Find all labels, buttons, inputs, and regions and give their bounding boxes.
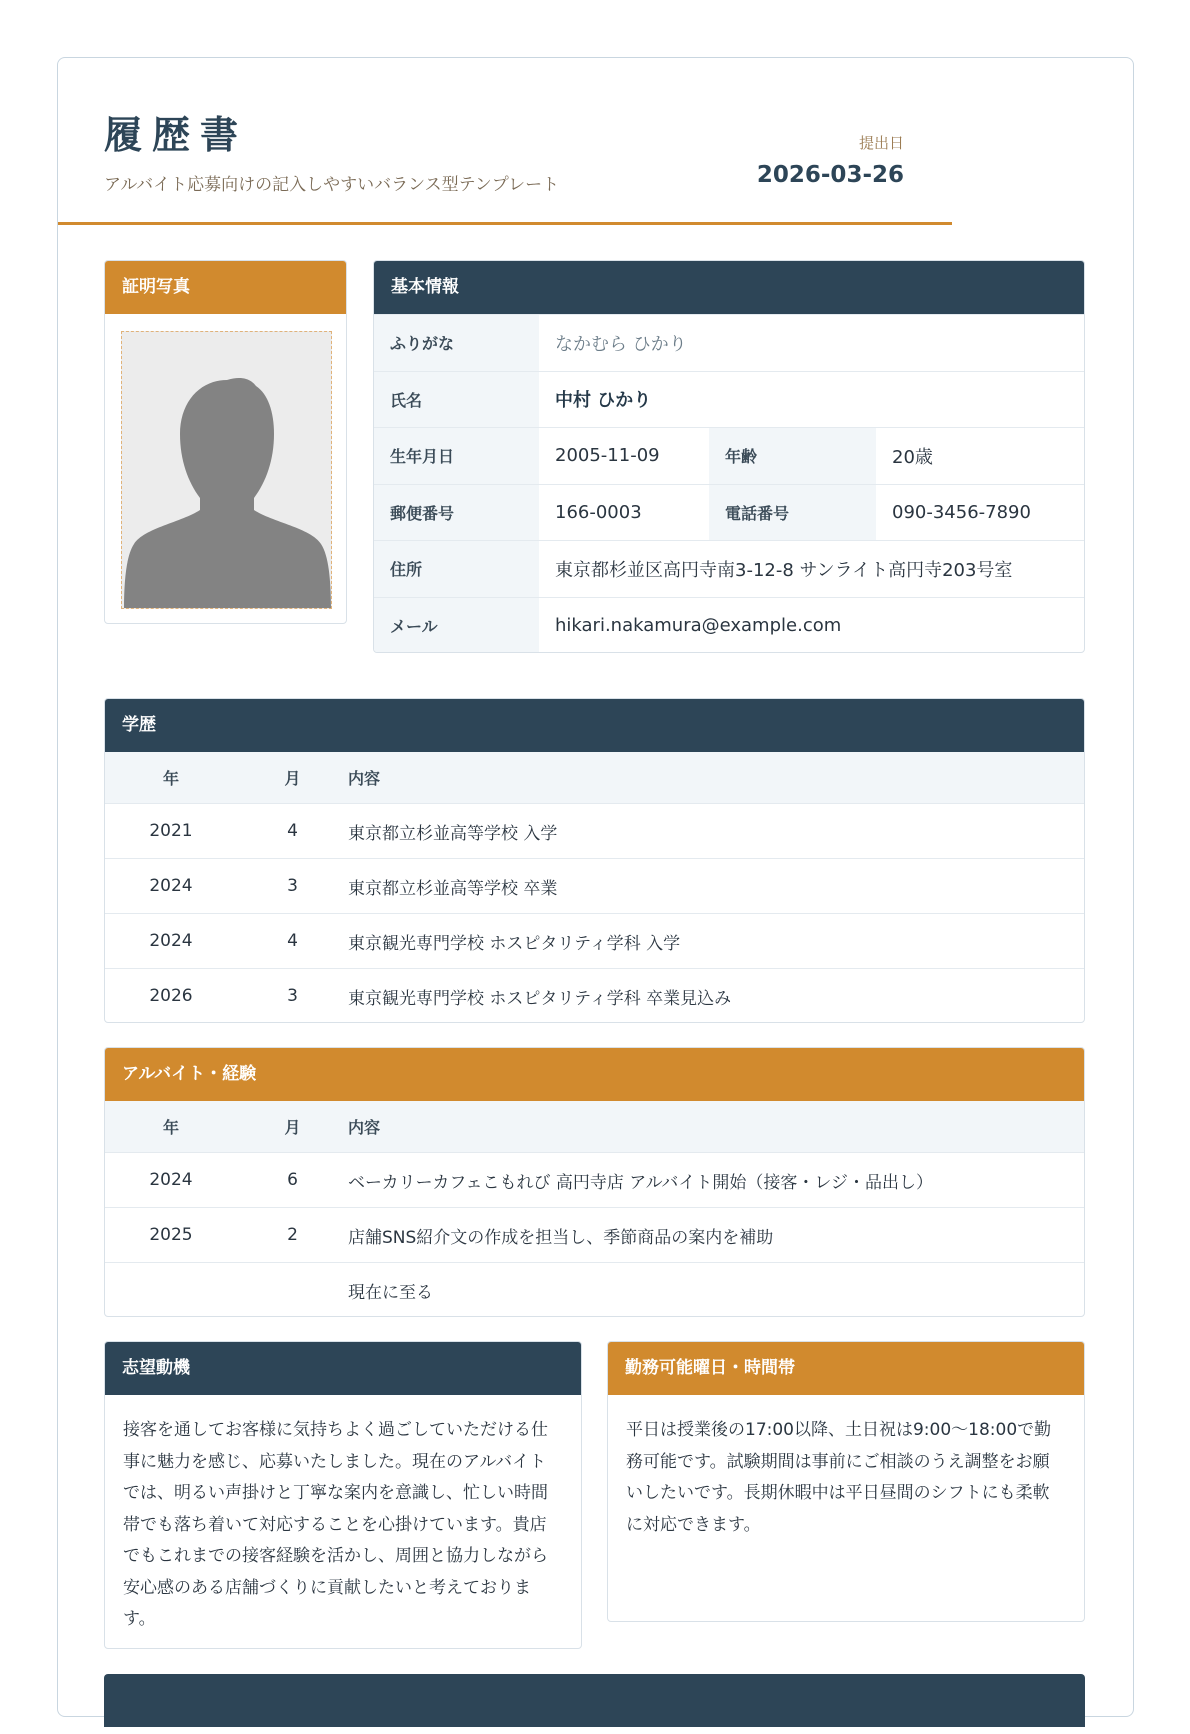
age-value: 20歳 [892,446,933,468]
row-month: 4 [287,931,298,951]
education-header-row [105,752,1084,803]
motivation-heading: 志望動機 [105,1342,581,1395]
row-year: 2026 [149,986,193,1006]
column-content: 内容 [348,769,381,788]
row-year: 2024 [149,1170,193,1190]
row-year: 2024 [149,876,193,896]
experience-heading: アルバイト・経験 [105,1048,1084,1101]
submission-date: 2026-03-26 [756,162,904,188]
photo-panel [104,260,347,624]
postal-value: 166-0003 [555,501,642,523]
availability-text: 平日は授業後の17:00以降、土日祝は9:00〜18:00で勤務可能です。試験期間は事前にご相談のうえ調整をお願いしたいです。長期休暇中は平日昼間のシフトにも柔軟に対応できます。 [626,1420,1052,1535]
postal-label: 郵便番号 [374,485,539,541]
phone-value: 090-3456-7890 [892,501,1031,523]
table-row [105,968,1084,1023]
row-month: 3 [287,876,298,896]
row-month: 3 [287,986,298,1006]
row-content: 東京都立杉並高等学校 入学 [348,823,558,844]
experience-panel [104,1047,1085,1317]
row-content: ベーカリーカフェこもれび 高円寺店 アルバイト開始（接客・レジ・品出し） [348,1172,933,1193]
education-heading: 学歴 [105,699,1084,752]
photo-heading: 証明写真 [105,261,346,314]
row-year: 2024 [149,931,193,951]
page-subtitle: アルバイト応募向けの記入しやすいバランス型テンプレート [104,175,560,195]
row-content: 店舗SNS紹介文の作成を担当し、季節商品の案内を補助 [348,1227,774,1248]
education-panel [104,698,1085,1023]
motivation-text: 接客を通してお客様に気持ちよく過ごしていただける仕事に魅力を感じ、応募いたしました。現在のアルバイトでは、明るい声掛けと丁寧な案内を意識し、忙しい時間帯でも落ち着いて対応することを心掛けています。貴店でもこれまでの接客経験を活かし、周囲と協力しながら安心感のある店舗づくりに貢献したいと考えております。 [123,1420,548,1629]
furigana-row [374,314,1084,371]
column-content: 内容 [348,1118,381,1137]
table-row [105,803,1084,858]
email-label: メール [374,598,539,654]
address-row [374,540,1084,597]
next-section-heading [104,1674,1085,1727]
row-content: 現在に至る [348,1282,433,1303]
address-label: 住所 [374,541,539,597]
row-year: 2025 [149,1225,193,1245]
table-row [105,1262,1084,1317]
row-content: 東京観光専門学校 ホスピタリティ学科 入学 [348,933,681,954]
row-month: 4 [287,821,298,841]
row-content: 東京都立杉並高等学校 卒業 [348,878,558,899]
furigana-label: ふりがな [374,315,539,371]
column-year: 年 [162,1118,179,1137]
column-year: 年 [162,769,179,788]
resume-header [104,104,904,204]
person-silhouette-icon [122,332,332,609]
basic-info-heading: 基本情報 [374,261,1084,314]
table-row [105,913,1084,968]
phone-label: 電話番号 [709,485,876,541]
table-row [105,1152,1084,1207]
header-divider [58,222,952,225]
resume-sheet [57,57,1134,1717]
submission-date-label: 提出日 [858,134,904,152]
furigana-value: なかむら ひかり [555,333,687,355]
availability-heading: 勤務可能曜日・時間帯 [608,1342,1084,1395]
birth-age-row [374,427,1084,484]
motivation-panel [104,1341,582,1649]
availability-panel [607,1341,1085,1622]
name-row [374,371,1084,428]
address-value: 東京都杉並区高円寺南3-12-8 サンライト高円寺203号室 [555,559,1013,581]
age-label: 年齢 [709,428,876,484]
email-row [374,597,1084,654]
email-value: hikari.nakamura@example.com [555,614,842,636]
basic-info-panel [373,260,1085,653]
next-section-panel [104,1674,1085,1734]
row-month: 6 [287,1170,298,1190]
table-row [105,1207,1084,1262]
experience-header-row [105,1101,1084,1152]
column-month: 月 [284,1118,301,1137]
row-month: 2 [287,1225,298,1245]
page-title: 履歴書 [104,112,249,157]
row-year: 2021 [149,821,193,841]
postal-phone-row [374,484,1084,541]
row-content: 東京観光専門学校 ホスピタリティ学科 卒業見込み [348,988,732,1009]
name-value: 中村 ひかり [555,390,652,412]
table-row [105,858,1084,913]
column-month: 月 [284,769,301,788]
birth-label: 生年月日 [374,428,539,484]
birth-value: 2005-11-09 [555,445,660,467]
name-label: 氏名 [374,372,539,428]
id-photo[interactable] [121,331,332,609]
